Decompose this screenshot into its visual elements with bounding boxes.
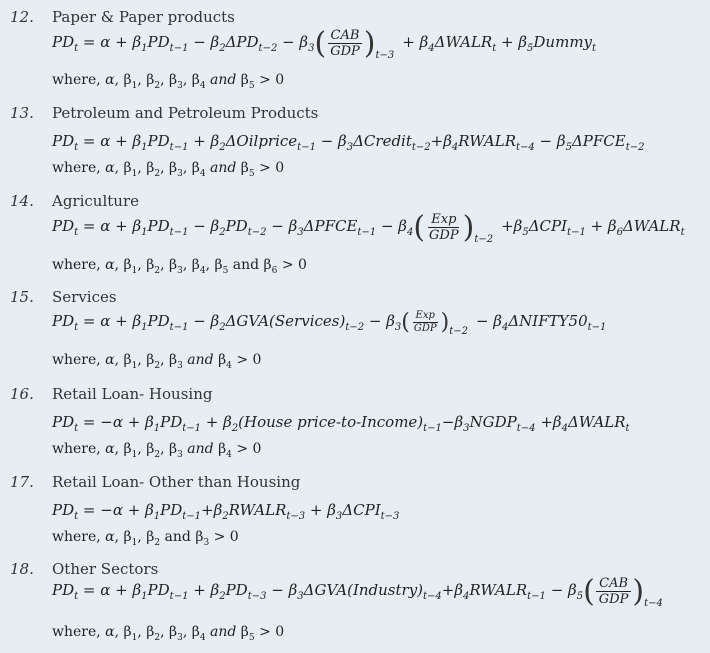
entry-number: 12. [10,8,34,26]
fraction: $\frac{\text{CAB}}{\text{GDP}}$ [327,28,363,59]
equation: $PD_t = \alpha + \beta_1PD_{t-1}$ − $\beta_2\Delta GVA(Services)_{t-2} - \beta_3$ ( $\frac{\text{Exp}}{\text{GDP}}$ ) t−2 − $\beta_4\Delta NIFTY50_{t-1}$ [52,309,607,337]
section-title: Agriculture [52,192,139,210]
equation: $PD_t = \alpha + \beta_1PD_{t-1} - \beta_2\Delta PD_{t-2} - \beta_3$ ( $\frac{\text{CAB}}{\text{GDP}}$ ) t−3 + $\beta_4\Delta WALR_t$ + $\beta_5Dummy_t$ [52,25,597,61]
fraction: $\frac{\text{Exp}}{\text{GDP}}$ [413,310,437,334]
section-title: Other Sectors [52,560,159,578]
entry-number: 18. [10,560,34,578]
fraction: $\frac{\text{CAB}}{\text{GDP}}$ [596,576,632,607]
equation: $PD_t = \alpha + \beta_1PD_{t-1}$ + $\beta_2\Delta Oilprice_{t-1}$ − $\beta_3\Delta Credit_{t-2}+\beta_4RWALR_{t-4}$ − $\beta_5\Delta PFCE_{t-2}$ [52,132,645,153]
where-clause: where, α, $\beta_1$, $\beta_2$, $\beta_3$, $\beta_4$ and $\beta_5 > 0$ [52,160,285,179]
where-clause: where, α, $\beta_1$, $\beta_2$, $\beta_3$, $\beta_4$ and $\beta_5 > 0$ [52,72,285,91]
section-title: Retail Loan- Housing [52,385,213,403]
fraction: $\frac{\text{Exp}}{\text{GDP}}$ [429,212,459,243]
where-clause: where, α, $\beta_1$, $\beta_2$ and $\beta_3 > 0$ [52,529,239,548]
equation: $PD_t = \alpha + \beta_1PD_{t-1} - \beta_2PD_{t-2}$ − $\beta_3\Delta PFCE_{t-1} - \beta_4$ ( $\frac{\text{Exp}}{\text{GDP}}$ ) t−2 $+\beta_5\Delta CPI_{t-1}$ + $\beta_6\Delta WALR_t$ [52,209,685,245]
equation: $PD_t = -\alpha + \beta_1PD_{t-1}$ + $\beta_2(House$ price-$to-Income)_{t-1}-\beta_3NGDP_{t-4}$ $+\beta_4\Delta WALR_t$ [52,413,630,434]
section-title: Retail Loan- Other than Housing [52,473,301,491]
equation: $PD_t = -\alpha$ + $\beta_1PD_{t-1}+\beta_2RWALR_{t-3} + \beta_3\Delta CPI_{t-3}$ [52,501,400,522]
entry-number: 14. [10,192,34,210]
section-title: Services [52,288,117,306]
equation: $PD_t = \alpha + \beta_1PD_{t-1} + \beta_2PD_{t-3}$ − $\beta_3\Delta GVA(Industry)_{t-4}+\beta_4RWALR_{t-1} - \beta_5$ ( $\frac{\text{CAB}}{\text{GDP}}$ ) t−4 [52,573,663,609]
where-clause: where, α, $\beta_1$, $\beta_2$, $\beta_3$ and $\beta_4 > 0$ [52,352,262,371]
entry-number: 13. [10,104,34,122]
entry-number: 16. [10,385,34,403]
where-clause: where, α, $\beta_1$, $\beta_2$, $\beta_3$ and $\beta_4 > 0$ [52,441,262,460]
entry-number: 15. [10,288,34,306]
section-title: Paper & Paper products [52,8,235,26]
where-clause: where, α, $\beta_1$, $\beta_2$, $\beta_3$, $\beta_4$ and $\beta_5 > 0$ [52,624,285,643]
section-title: Petroleum and Petroleum Products [52,104,319,122]
where-clause: where, α, $\beta_1$, $\beta_2$, $\beta_3$, $\beta_4$, $\beta_5$ and $\beta_6 > 0$ [52,257,307,276]
entry-number: 17. [10,473,34,491]
